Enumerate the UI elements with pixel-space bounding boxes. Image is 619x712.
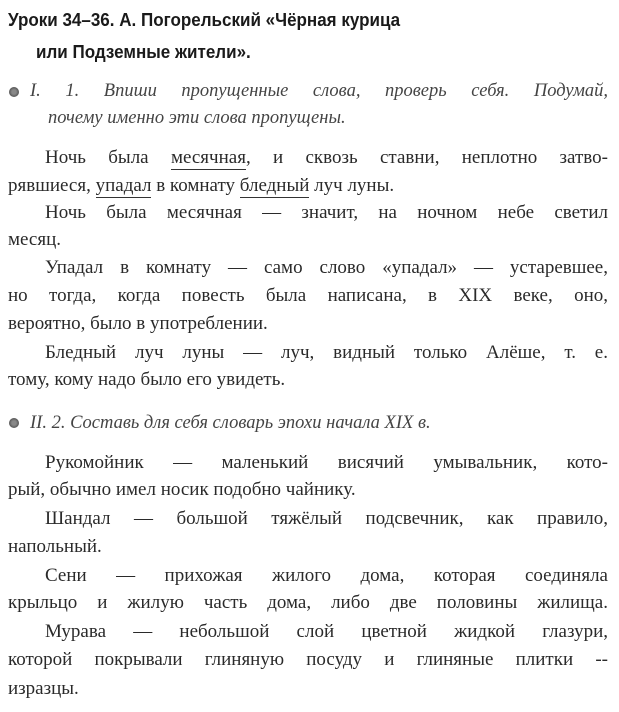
text-line: тому, кому надо было его увидеть.: [8, 369, 286, 390]
task-text: II. 2. Составь для себя словарь эпохи начала XIX в.: [30, 413, 431, 433]
text-line: крыльцо и жилую часть дома, либо две половины жилища.: [8, 592, 608, 613]
text-line: месяц.: [8, 229, 62, 250]
bullet-icon: [9, 418, 19, 428]
text-line: Шандал — большой тяжёлый подсвечник, как правило,: [45, 508, 608, 529]
text: Ночь была: [45, 147, 171, 168]
text-line: вероятно, было в употреблении.: [8, 313, 268, 334]
text-line: Бледный луч луны — луч, видный только Алёше, т. е.: [45, 342, 608, 363]
text-line: Рукомойник — маленький висячий умывальник, кото-: [45, 452, 608, 473]
bullet-icon: [9, 87, 19, 97]
underlined-word: упадал: [95, 175, 152, 196]
underlined-word: месячная: [170, 147, 246, 168]
text-line: изразцы.: [8, 678, 79, 699]
text: рявшиеся,: [8, 175, 96, 196]
title-line: Уроки 34–36. А. Погорельский «Чёрная курица: [8, 9, 401, 30]
text-line: напольный.: [8, 536, 102, 557]
text: , и сквозь ставни, неплотно затво-: [245, 147, 608, 168]
text-line: Ночь была месячная — значит, на ночном небе светил: [45, 202, 608, 223]
underlined-word: бледный: [239, 175, 310, 196]
title-line: или Подземные жители».: [36, 41, 251, 62]
task-text: I. 1. Впиши пропущенные слова, проверь себя. Подумай,: [30, 81, 608, 101]
task-text: почему именно эти слова пропущены.: [48, 108, 346, 128]
text-line: которой покрывали глиняную посуду и глиняные плитки --: [8, 649, 608, 670]
text: луч луны.: [309, 175, 395, 196]
text-line: Мурава — небольшой слой цветной жидкой глазури,: [45, 621, 608, 642]
text-line: Упадал в комнату — само слово «упадал» — устаревшее,: [45, 257, 608, 278]
text-line: [8, 174, 394, 198]
text-line: Сени — прихожая жилого дома, которая соединяла: [45, 565, 608, 586]
text: в комнату: [151, 175, 240, 196]
text-line: рый, обычно имел носик подобно чайнику.: [8, 479, 356, 500]
text-line: но тогда, когда повесть была написана, в XIX веке, оно,: [8, 285, 608, 306]
text-line: [45, 146, 608, 170]
